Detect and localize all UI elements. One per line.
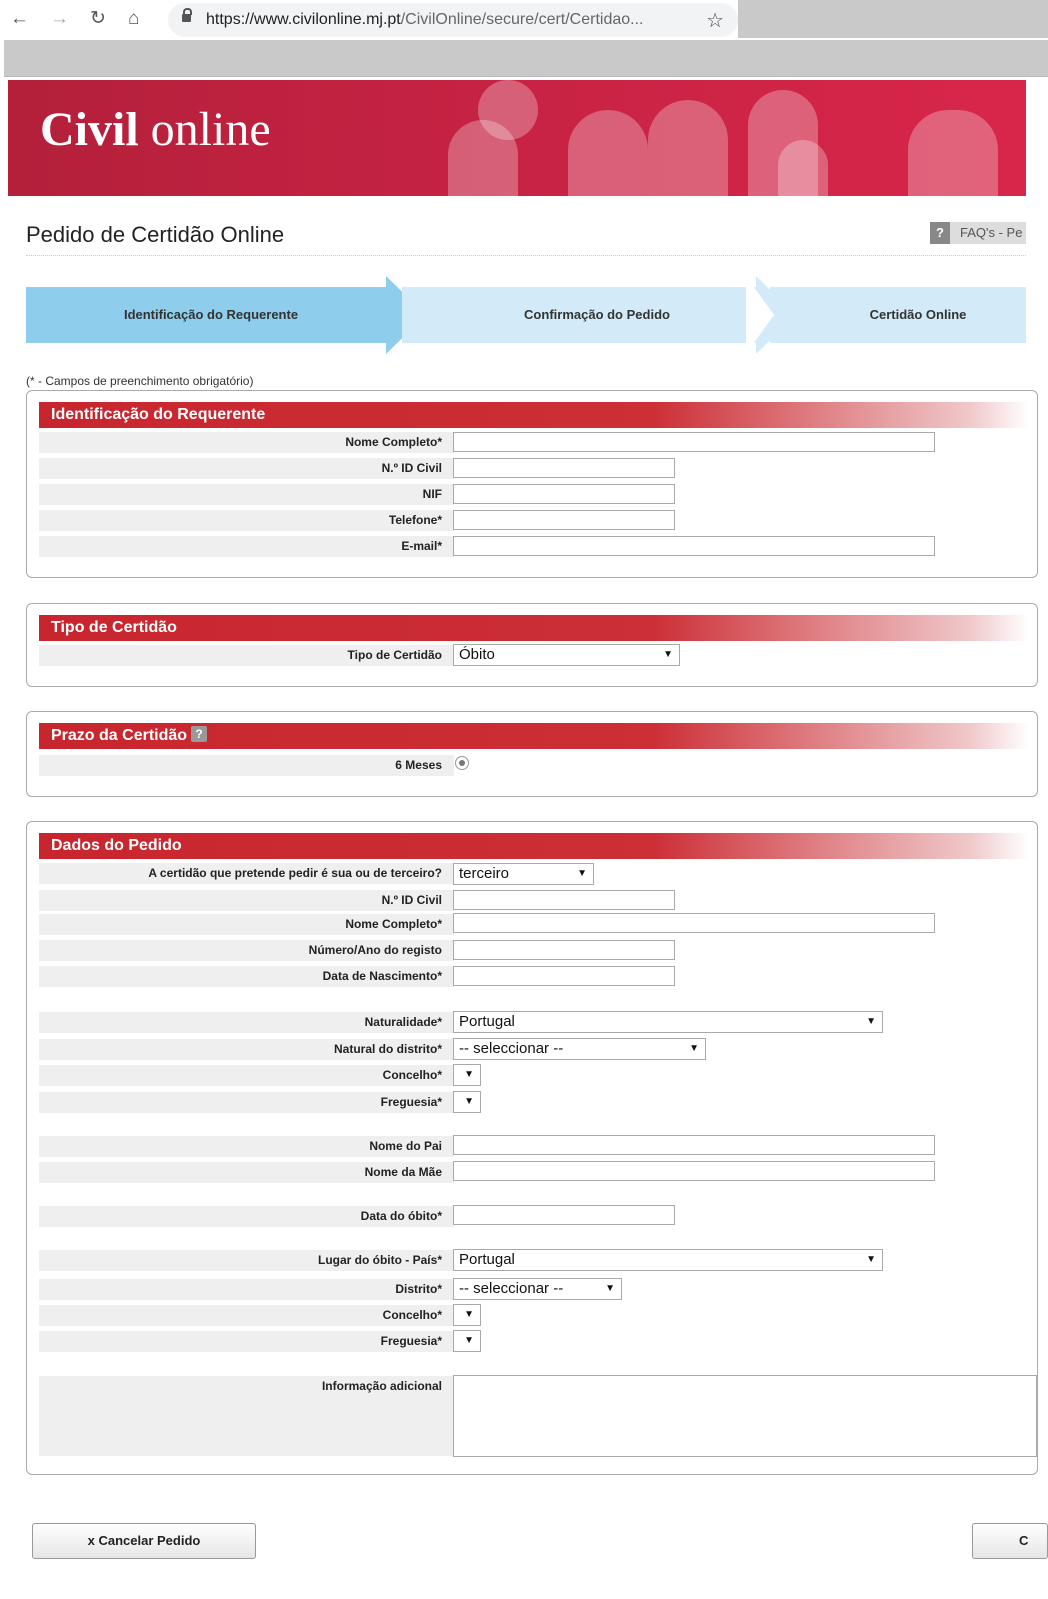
nif-input[interactable] bbox=[453, 484, 675, 504]
quem-select[interactable]: terceiro ▼ bbox=[453, 863, 594, 885]
help-icon[interactable]: ? bbox=[191, 726, 207, 742]
chevron-down-icon: ▼ bbox=[464, 1069, 474, 1080]
label-freguesia-obito: Freguesia* bbox=[39, 1331, 454, 1352]
label-concelho-obito: Concelho* bbox=[39, 1305, 454, 1326]
help-icon: ? bbox=[930, 222, 950, 244]
label-nif: NIF bbox=[39, 484, 454, 505]
concelho-obito-select[interactable] bbox=[453, 1304, 481, 1326]
label-tipo: Tipo de Certidão bbox=[39, 645, 454, 666]
freguesia-select[interactable] bbox=[453, 1091, 481, 1113]
panel-header: Identificação do Requerente bbox=[39, 402, 1029, 428]
silhouette-image bbox=[478, 80, 538, 140]
label-naturalidade: Naturalidade* bbox=[39, 1012, 454, 1033]
distrito-select[interactable]: -- seleccionar -- ▼ bbox=[453, 1278, 622, 1300]
id-civil-input[interactable] bbox=[453, 458, 675, 478]
nome-input[interactable] bbox=[453, 913, 935, 933]
faq-link[interactable]: ? FAQ's - Pe bbox=[930, 222, 1026, 244]
chevron-down-icon: ▼ bbox=[866, 1016, 876, 1027]
browser-toolbar bbox=[0, 0, 1048, 40]
concelho-select[interactable] bbox=[453, 1064, 481, 1086]
label-nome-mae: Nome da Mãe bbox=[39, 1162, 454, 1183]
tipo-select[interactable]: Óbito ▼ bbox=[453, 644, 680, 666]
informacao-textarea[interactable] bbox=[453, 1375, 1037, 1457]
nome-input[interactable] bbox=[453, 432, 935, 452]
label-concelho: Concelho* bbox=[39, 1065, 454, 1086]
distrito-natural-select[interactable]: -- seleccionar -- ▼ bbox=[453, 1038, 706, 1060]
address-bar[interactable] bbox=[168, 3, 738, 37]
silhouette-image bbox=[648, 100, 728, 196]
toolbar-area bbox=[738, 0, 1048, 38]
label-freguesia: Freguesia* bbox=[39, 1092, 454, 1113]
bookmarks-bar bbox=[4, 40, 1048, 77]
silhouette-image bbox=[778, 140, 828, 196]
progress-steps bbox=[26, 276, 1026, 354]
chevron-down-icon: ▼ bbox=[605, 1283, 615, 1294]
data-obito-input[interactable] bbox=[453, 1205, 675, 1225]
id-civil-input[interactable] bbox=[453, 890, 675, 910]
required-fields-note: (* - Campos de preenchimento obrigatório) bbox=[26, 374, 254, 388]
label-nome: Nome Completo* bbox=[39, 914, 454, 935]
label-prazo: 6 Meses bbox=[39, 755, 454, 776]
chevron-down-icon: ▼ bbox=[464, 1335, 474, 1346]
reload-icon[interactable]: ↻ bbox=[90, 8, 106, 29]
url-text: https://www.civilonline.mj.pt/CivilOnline/secure/cert/Certidao... bbox=[206, 11, 644, 28]
label-numero-ano: Número/Ano do registo bbox=[39, 940, 454, 961]
naturalidade-select[interactable]: Portugal ▼ bbox=[453, 1011, 883, 1033]
label-telefone: Telefone* bbox=[39, 510, 454, 531]
panel-pedido bbox=[26, 821, 1038, 1475]
cancel-button[interactable]: x Cancelar Pedido bbox=[32, 1523, 256, 1559]
next-button[interactable]: C bbox=[972, 1523, 1048, 1559]
prazo-radio[interactable] bbox=[455, 756, 469, 770]
title-divider bbox=[26, 255, 1026, 256]
label-data-nascimento: Data de Nascimento* bbox=[39, 966, 454, 987]
data-nascimento-input[interactable] bbox=[453, 966, 675, 986]
label-distrito-natural: Natural do distrito* bbox=[39, 1039, 454, 1060]
label-lugar-pais: Lugar do óbito - País* bbox=[39, 1250, 454, 1271]
chevron-down-icon: ▼ bbox=[577, 868, 587, 879]
label-id-civil: N.º ID Civil bbox=[39, 890, 454, 911]
lock-icon bbox=[182, 14, 191, 22]
chevron-down-icon: ▼ bbox=[464, 1096, 474, 1107]
chevron-down-icon: ▼ bbox=[689, 1043, 699, 1054]
panel-header: Dados do Pedido bbox=[39, 833, 1029, 859]
step-3: Certidão Online bbox=[770, 276, 1026, 354]
label-id-civil: N.º ID Civil bbox=[39, 458, 454, 479]
label-email: E-mail* bbox=[39, 536, 454, 557]
label-nome: Nome Completo* bbox=[39, 432, 454, 453]
label-informacao: Informação adicional bbox=[39, 1376, 454, 1456]
nome-pai-input[interactable] bbox=[453, 1135, 935, 1155]
panel-tipo bbox=[26, 603, 1038, 687]
label-distrito: Distrito* bbox=[39, 1279, 454, 1300]
step-2: Confirmação do Pedido bbox=[402, 276, 802, 354]
forward-icon[interactable]: → bbox=[50, 8, 69, 29]
silhouette-image bbox=[908, 110, 998, 196]
panel-header: Tipo de Certidão bbox=[39, 615, 1029, 641]
site-logo[interactable]: Civil online bbox=[40, 103, 271, 156]
freguesia-obito-select[interactable] bbox=[453, 1330, 481, 1352]
chevron-down-icon: ▼ bbox=[464, 1309, 474, 1320]
numero-ano-input[interactable] bbox=[453, 940, 675, 960]
label-data-obito: Data do óbito* bbox=[39, 1206, 454, 1227]
panel-header: Prazo da Certidão ? bbox=[39, 723, 1029, 749]
chevron-down-icon: ▼ bbox=[866, 1254, 876, 1265]
page-title: Pedido de Certidão Online bbox=[26, 222, 285, 247]
silhouette-image bbox=[568, 110, 648, 196]
label-nome-pai: Nome do Pai bbox=[39, 1136, 454, 1157]
site-banner bbox=[8, 80, 1026, 196]
star-icon[interactable]: ☆ bbox=[706, 10, 724, 32]
panel-prazo bbox=[26, 711, 1038, 797]
home-icon[interactable]: ⌂ bbox=[128, 8, 140, 29]
chevron-down-icon: ▼ bbox=[663, 649, 673, 660]
lugar-pais-select[interactable]: Portugal ▼ bbox=[453, 1249, 883, 1271]
panel-requerente bbox=[26, 390, 1038, 578]
email-input[interactable] bbox=[453, 536, 935, 556]
step-1: Identificação do Requerente bbox=[26, 276, 426, 354]
label-quem: A certidão que pretende pedir é sua ou de terceiro? bbox=[39, 863, 454, 884]
back-icon[interactable]: ← bbox=[10, 8, 29, 29]
nome-mae-input[interactable] bbox=[453, 1161, 935, 1181]
telefone-input[interactable] bbox=[453, 510, 675, 530]
